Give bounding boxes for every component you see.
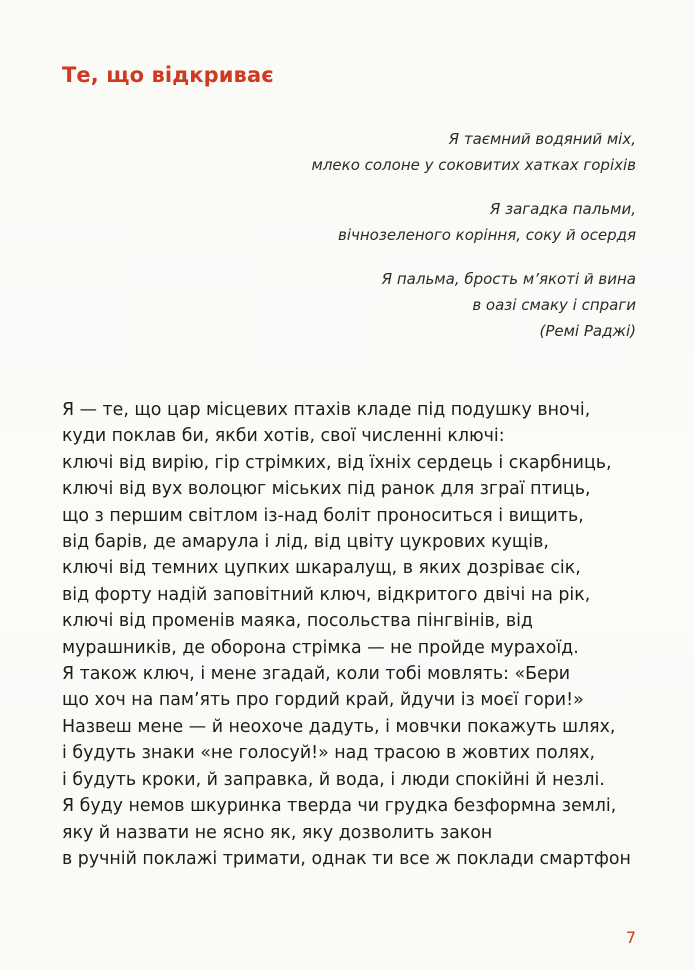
poem-line: і будуть знаки «не голосуй!» над трасою в жовтих полях,: [62, 743, 596, 764]
poem-line: від барів, де амарула і лід, від цвіту цукрових кущів,: [62, 532, 549, 553]
epigraph-stanza: [156, 126, 636, 178]
epigraph-line: Я пальма, брость м’якоті й вина: [381, 270, 636, 288]
poem-title: Те, що відкриває: [62, 63, 274, 87]
poem-line: ключі від вирію, гір стрімких, від їхніх сердець і скарбниць,: [62, 452, 612, 473]
page-number: 7: [625, 928, 636, 947]
poem-line: ключі від променів маяка, посольства пінгвінів, від: [62, 611, 533, 632]
poem-line: від форту надій заповітний ключ, відкритого двічі на рік,: [62, 584, 591, 605]
poem-line: в ручній поклажі тримати, однак ти все ж поклади смартфон: [62, 848, 631, 869]
poem-line: Я буду немов шкуринка тверда чи грудка безформна землі,: [62, 796, 617, 817]
poem-body: [62, 397, 662, 872]
epigraph-line: млеко солоне у соковитих хатках горіхів: [311, 156, 636, 174]
poem-line: мурашників, де оборона стрімка — не пройде мурахоїд.: [62, 637, 579, 658]
poem-line: Назвеш мене — й неохоче дадуть, і мовчки покажуть шлях,: [62, 716, 616, 737]
epigraph-stanza: [156, 266, 636, 344]
epigraph-line: вічнозеленого коріння, соку й осердя: [337, 226, 636, 244]
poem-line: Я — те, що цар місцевих птахів кладе під подушку вночі,: [62, 400, 591, 420]
poem-line: і будуть кроки, й заправка, й вода, і люди спокійні й незлі.: [62, 769, 605, 790]
epigraph-line: в оазі смаку і спраги: [472, 296, 636, 314]
epigraph-attribution: (Ремі Раджі): [539, 322, 636, 340]
poem-line: ключі від вух волоцюг міських під ранок для зграї птиць,: [62, 479, 591, 500]
epigraph-stanza: [156, 196, 636, 248]
poem-line: що з першим світлом із-над боліт проноситься і вищить,: [62, 505, 584, 526]
poem-line: що хоч на пам’ять про гордий край, йдучи із моєї гори!»: [62, 690, 584, 711]
poem-line: ключі від темних цупких шкаралущ, в яких дозріває сік,: [62, 558, 581, 579]
epigraph-line: Я загадка пальми,: [489, 200, 636, 218]
poem-line: куди поклав би, якби хотів, свої численні ключі:: [62, 426, 505, 447]
epigraph-line: Я таємний водяний міх,: [448, 130, 636, 148]
epigraph: [156, 126, 636, 362]
poem-line: Я також ключ, і мене згадай, коли тобі мовлять: «Бери: [62, 664, 571, 685]
poem-line: яку й назвати не ясно як, яку дозволить закон: [62, 822, 493, 843]
